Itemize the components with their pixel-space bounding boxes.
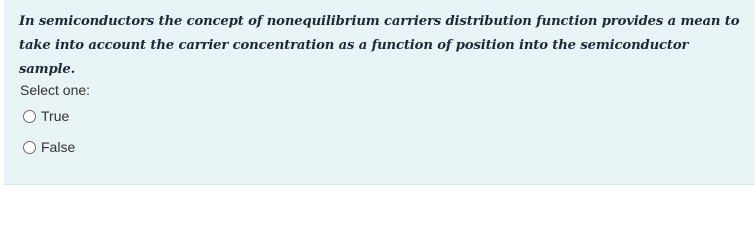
- option-false[interactable]: [23, 139, 75, 155]
- question-text: In semiconductors the concept of nonequilibrium carriers distribution function provides a mean to take into account the carrier concentration as a function of position into the semiconductor sample.: [19, 14, 740, 77]
- option-false-label: False: [41, 139, 76, 155]
- option-true-label: True: [41, 108, 70, 124]
- select-one-label: Select one:: [20, 82, 91, 98]
- option-true[interactable]: [23, 108, 69, 124]
- radio-true[interactable]: [23, 110, 36, 123]
- question-panel: [4, 0, 754, 185]
- radio-false[interactable]: [23, 141, 36, 154]
